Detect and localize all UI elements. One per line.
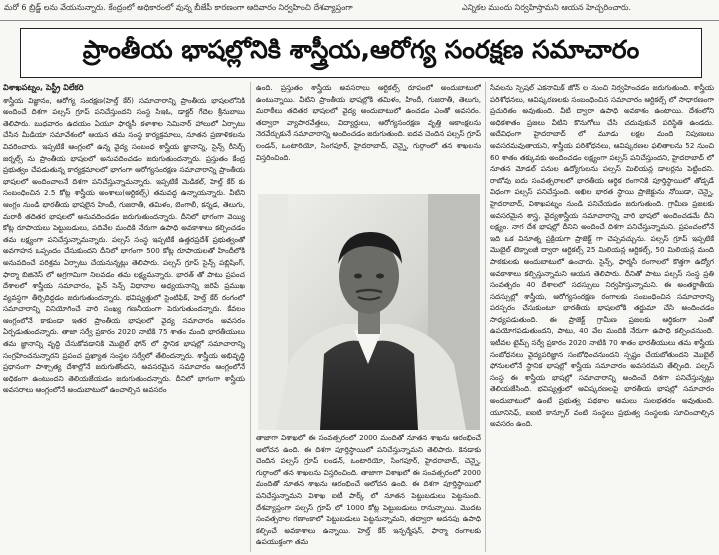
article-photo	[258, 194, 480, 430]
column-divider	[250, 82, 251, 552]
article-column-1	[3, 82, 245, 552]
column-divider	[485, 82, 486, 552]
article-text-col1: శాస్త్రీయ విజ్ఞానం, ఆరోగ్య సంరక్షణ(హెల్త్ కేర్) సమాచారాన్ని ప్రాంతీయ భాషలలోనికి అందించే దిశగా పల్సస్ గ్రూప్ పనిచేస్తుందని సంస్థ సిఇఓ, డాక్టర్ గేదెల శ్రీనుబాబు తెలిపారు. బుధవారం ఉదయం ఏయూ ఫార్మసీ కళాశాల సెమినార్ హాలులో ఏర్పాటు చేసిన మీడియా సమావేశంలో ఆయన తమ సంస్థ కార్యక్రమాలు, నూతన ప్రణాళికలను వివరించారు. ఇప్పటికే ఆంగ్లంలో ఉన్న వైద్య సంబంధ శాస్త్రీయ జ్ఞానాన్ని, సైన్స్ రీసెర్చ్ జర్నల్స్ ను ప్రాంతీయ భాషలలో అనువదించడం జరుగుతుందన్నారు. ప్రస్తుతం కేంద్ర ప్రభుత్వం చేపడుతున్న కార్యక్రమాలలో భాగంగా ఆరోగ్యసంరక్షణ సమాచారాన్ని ప్రాంతీయ భాషలలో అందించాలనే దిశగా పనిచేస్తున్నామన్నారు. ఇప్పటికే మెడికల్, హెల్త్ కేర్ కు సంబంధించిన 2.5 కోట్ల శాస్త్రీయ అంశాలు(ఆర్టికల్స్) తమవద్ద ఉన్నాయన్నారు. వీటిని ఆంగ్లం నుండి భారతీయ భాషలైన హిందీ, గుజరాతీ, తమిళం, బెంగాలీ, కన్నడ, తెలుగు, మరాఠీ తదితర భాషలలో అనువదించడం జరుగుతుందన్నారు. దీనిలో భాగంగా వెయ్యి కోట్ల రూపాయలు పెట్టుబడులు, పదివేల మందికి నేరుగా ఉపాధి అవకాశాలు కల్పించడం తమ లక్ష్యంగా పనిచేస్తున్నామన్నారు. పల్సస్ సంస్థ ఇప్పటికే ఉత్తరప్రదేశ్ ప్రభుత్వంతో అవగాహన ఒప్పందం చేసుకుందని దీనిలో భాగంగా 500 కోట్ల రూపాయలతో హిందీలోకి అనువదించే పరిశ్రమ ఏర్పాటు చేయనున్నట్లు తెలిపారు. పల్సస్ గ్రూప్ సైన్స్ పబ్లిషింగ్, ఫార్మా బిజినెస్ లో అగ్రగామిగా నిలవడం తమ లక్ష్యమన్నారు. భారత్ తో పాటు ప్రపంచ దేశాలలో శాస్త్రీయ సమాచారం, ఫైన్ సెన్స్ విధానాల అధ్యయనాన్ని జరిపే ప్రముఖ వ్యవస్థగా తీర్చిదిద్దడం జరుగుతుందన్నారు. భవిష్యత్తులో సైంటిఫిక్, హెల్త్ కేర్ రంగంలో సమాచారాన్ని వినియోగించే వారి సంఖ్య గణనీయంగా పెరుగుతుందన్నారు. కేవలం ఆంగ్లంలోనే కాకుండా ఇతర ప్రాంతీయ భాషలలో వైద్య సమాచారం అవసరం ఏర్పడుతుందన్నారు. తాజా సర్వే ప్రకారం 2020 నాటికి 75 శాతం మంది భారతీయులు తమ జ్ఞానాన్ని వృద్ధి చేసుకోవడానికి మొబైల్ ఫోన్ లో స్థానిక భాషల్లో సమాచారాన్ని సంగ్రహించనున్నారని ప్రపంచ ప్రఖ్యాత సంస్థల సర్వేలో తేలిందన్నారు. శాస్త్రీయ అభివృద్ధి ప్రధానంగా పాశ్చాత్య దేశాల్లోనే జరుగుతోందని, అవసరమైన సమాచారం ఆంగ్లంలోనే అధికంగా ఉంటుందని తెలియజేయడం జరుగుతుందన్నారు. దీనిలో భాగంగా శాస్త్రీయ అవసరాలు ఆంగ్లంలోనే అందుబాటులో ఉంచాల్సిన అవసరం	[3, 95, 245, 395]
top-strip-text-right: ఎన్నికల ముందు నిర్వహిస్తామని ఆయన హెచ్చరించారు.	[462, 3, 632, 12]
portrait-photo	[258, 194, 480, 430]
article-column-2-bottom	[256, 432, 481, 552]
headline-box	[20, 28, 702, 78]
top-strip-text-left: మరో 6 బ్రిడ్జ్ లను వేయనున్నారు. కేంద్రంలో అధికారంలో వున్న బీజేపీ కారణంగా ఆదివారం నిర్వహించి దేశవ్యాప్తంగా	[4, 3, 353, 12]
article-text-col2-bottom: తాజాగా విశాఖలో ఈ సంవత్సరంలో 2000 మందితో నూతన శాఖను ఆరంభించే ఆలోచన ఉంది. ఈ దిశగా పూర్తిస్థాయిలో పనిచేస్తున్నామని తెలిపారు. కెనడాకు చెందిన పల్సస్ గ్రూప్ లండన్, ఒంటారియో, సింగపూర్, హైదరాబాద్, చెన్నై, గుర్గాంలో తన శాఖలను విస్తరించింది. తాజాగా విశాఖలో ఈ సంవత్సరంలో 2000 మందితో నూతన శాఖను ఆరంభించే ఆలోచన ఉంది. ఈ దిశగా పూర్తిస్థాయిలో పనిచేస్తున్నామని విశాఖ ఐటీ పార్క్ లో నూతన పెట్టుబడులు పెట్టనుంది. దేశవ్యాప్తంగా పల్సస్ గ్రూప్ లో 1000 కోట్ల పెట్టుబడులు రానున్నాయి. మొదట సంవత్సరాల గణాంకాలో పెట్టుబడులు పెట్టనున్నామని, తద్వారా అదనపు ఉపాధి కల్పించే అవకాశాలు ఉన్నాయి. హెల్త్ కేర్ ఇన్ఫర్మేషన్, ఫార్మా రంగాలకు ఉపయుక్తంగా తమ	[256, 433, 481, 547]
article-column-2-top	[256, 82, 481, 192]
article-text-col2-top: ఉంది. ప్రస్తుతం శాస్త్రీయ అవసరాలు ఆర్టికల్స్ రూపంలో అందుబాటులో ఉంటున్నాయి. వీటిని ప్రాంతీయ భాషల్లోకి తమిళం, హిందీ, గుజరాతీ, తెలుగు, మరాఠీలు తదితర భాషలలో వైద్య అందుబాటులో ఉంచడం ఎంతో అవసరం. తద్వారా వ్యాపారవేత్తలు, విద్యార్థులు, ఆరోగ్యసంరక్షణ వృత్తి ఆకాంక్షలను నెరవేర్చుకునే సమాచారాన్ని అందించడం జరుగుతుంది. ఐదవ చెందిన పల్సస్ గ్రూప్ లండన్, ఒంటారియో, సింగపూర్, హైదరాబాద్, చెన్నై, గుర్గాంలో తన శాఖలను విస్తరించింది.	[256, 83, 481, 162]
article-column-3	[490, 82, 714, 552]
article-text-col3: సేవలను స్పెషల్ ఎకనామిక్ జోన్ ల నుంచి నిర్వహించడం జరుగుతుంది. శాస్త్రీయ పరిశోధనలు, ఆవిష్కరణలకు సంబంధించిన సమాచారం ఆర్టికల్స్ లో సాధారణంగా ప్రచురితం అవుతుంది. వీటి ద్వారా ఉపాధి అవకాశం ఉంటాయి. దేశంలోని అధికశాతం ప్రజలు వీటిని కొనుగోలు చేసి చదువుకునే పరిస్థితి ఉండదు. అదేవిధంగా హైదరాబాద్ లో మూడు లక్షల మంది నిపుణులు అవసరమవుతాయని, శాస్త్రీయ పరిశోధనలు, ఆవిష్కరణల ఫలితాలను 52 నుంచి 60 శాతం తక్కువకు అందించడం లక్ష్యంగా పల్సస్ పనిచేస్తుందని, హైదరాబాద్ లో నూతన మోడల్ పనుల ఉద్యోగులను పల్సస్ మిలియన్ల డాలర్లను పెట్టిందని. రాబోవు ఐదు సంవత్సరాలలో భారతీయ ఆర్థిక రంగానికి పూర్తిస్థాయిలో తోడ్పడే విధంగా పల్సస్ పనిచేస్తుంది. అఖిల భారత స్థాయి ప్రాజెక్టును నోయిడా, చెన్నై, హైదరాబాద్, విశాఖపట్నం నుండి పనిచేయడం జరుగుతుంది. గ్రామీణ ప్రజలకు అవసరమైన శాస్త్ర, వైద్యశాస్త్రీయ సమాచారాన్ని వారి భాషలో అందించడమే దీని లక్ష్యం. నాగ దేశ భాషల్లో దీనిని అందించే దిశగా పనిచేస్తున్నామని. ప్రపంచంలోనే ఇది ఒక వినూత్న ప్రక్రియగా ప్రాజెక్ట్ గా చెప్పవచ్చును. పల్సస్ గ్రూప్ ఇప్పటికే మొబైల్ టెక్నాలజీ ద్వారా ఆర్టికల్స్ 25 మిలియన్ల ఆర్టికల్స్, 50 మిలియన్ల మంది పాఠకులకు అందుబాటులో ఉంచారు. సైన్స్, ఫార్మసీ రంగాలలో కొత్తగా ఉద్యోగ అవకాశాలు కల్పిస్తున్నామని ఆయన తెలిపారు. దీనితో పాటు పల్సస్ సంస్థ ప్రతి సంవత్సరం 40 దేశాలలో సదస్సులు నిర్వహిస్తున్నామని. ఈ అంతర్జాతీయ సదస్సుల్లో శాస్త్రీయ, ఆరోగ్యసంరక్షణ రంగాలకు సంబంధించిన సమాచారాన్ని పరస్పరం చేసుకుంటూ భారతీయ భాషలలోకి తర్జుమా చేసి అందించడం సాధ్యపడుతుంది. ఈ ప్రాజెక్ట్ గ్రామీణ ప్రజలకు ఆర్థికంగా ఎంతో ఉపయోగపడుతుందని, పాటు, 40 వేల మందికి నేరుగా ఉపాధి కల్పించనుంది. ఇటీవల టైమ్స్ సర్వే ప్రకారం 2020 నాటికి 70 శాతం భారతీయులు తమ శాస్త్రీయ సంబోధనలు వైద్యపరిజ్ఞాన సంబోధించనుందని స్పష్టం చేయబోతుందని మొబైల్ ఫోనులలోనే స్థానిక భాషల్లో శాస్త్రీయ సమాచారం అవసరమని తేల్చింది. పల్సస్ సంస్థ ఈ శాస్త్రీయ భాషల్లో సమాచారాన్ని అందించే దిశగా పనిచేస్తున్నట్లు తెలియజేసింది. భవిష్యత్తులో ఆవిష్కరణలపై భారతీయ భాషల్లో సమాచారం అందుబాటులో ఉంటే ప్రభుత్వ పథకాల అమలు సులభతరం అవుతుంది. యూనిసెఫ్, ఐఐటి కాన్పూర్ వంటి సంస్థలు ప్రభుత్వ సంస్థలకు సూచించాల్సిన అవసరం ఉంది.	[490, 83, 714, 429]
headline: ప్రాంతీయ భాషల్లోనికి శాస్త్రీయ,ఆరోగ్య సంరక్షణ సమాచారం	[82, 35, 640, 64]
byline: విశాఖపట్నం, పెస్ట్రీ విలేకరి	[3, 83, 84, 92]
top-news-strip	[0, 0, 719, 21]
